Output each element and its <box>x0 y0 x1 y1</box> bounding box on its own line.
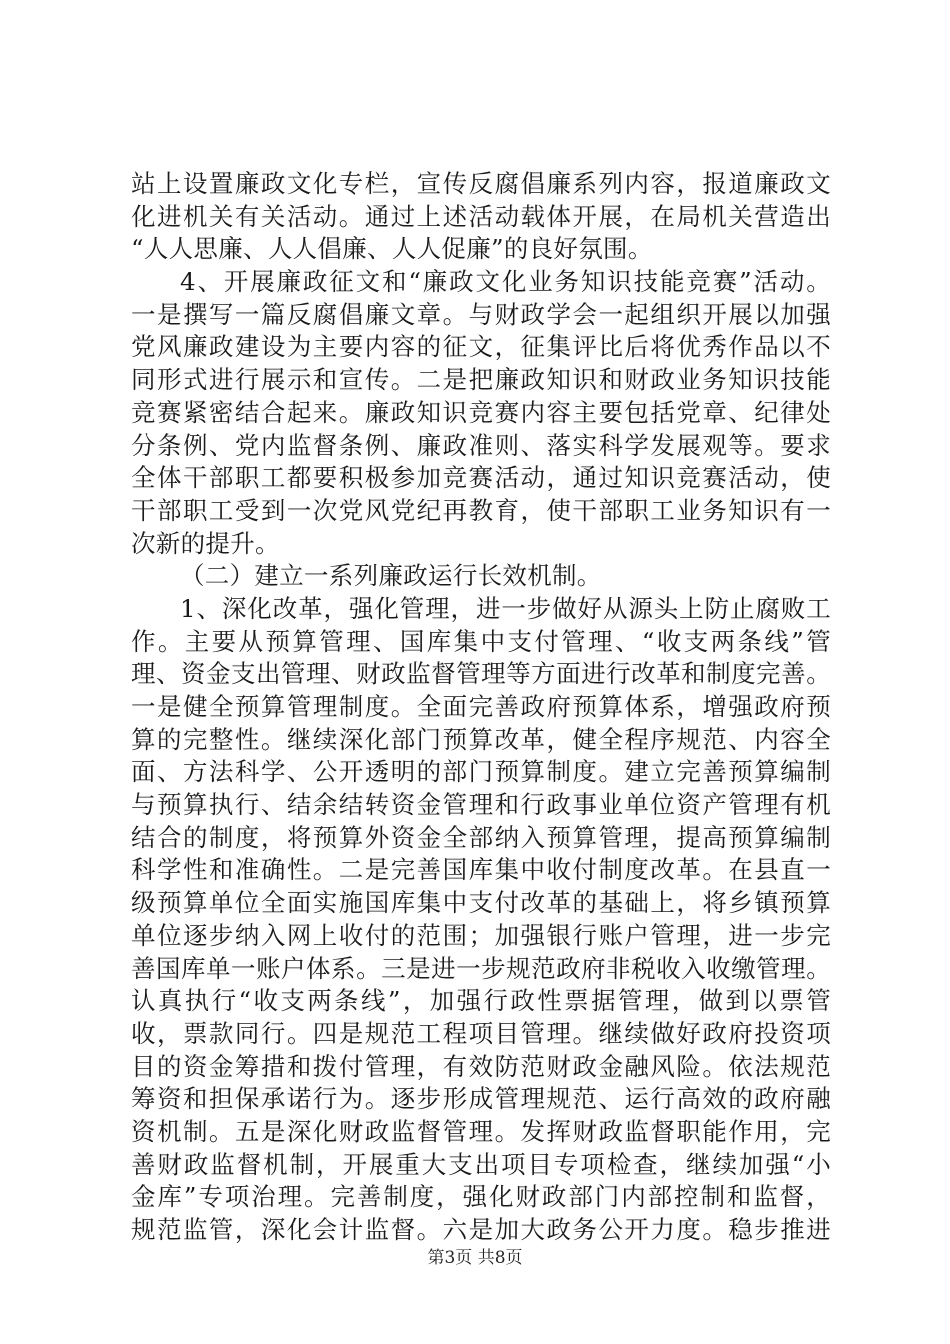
text-line: 筹资和担保承诺行为。逐步形成管理规范、运行高效的政府融 <box>131 1084 831 1114</box>
text-line: 与预算执行、结余结转资金管理和行政事业单位资产管理有机 <box>131 790 831 820</box>
text-line: 分条例、党内监督条例、廉政准则、落实科学发展观等。要求 <box>131 430 831 460</box>
text-line: 面、方法科学、公开透明的部门预算制度。建立完善预算编制 <box>131 757 831 787</box>
text-line: 算的完整性。继续深化部门预算改革，健全程序规范、内容全 <box>131 724 831 754</box>
text-line: 单位逐步纳入网上收付的范围；加强银行账户管理，进一步完 <box>131 920 831 950</box>
text-line: 4、开展廉政征文和“廉政文化业务知识技能竞赛”活动。 <box>180 267 831 297</box>
text-line: 1、深化改革，强化管理，进一步做好从源头上防止腐败工 <box>180 593 831 623</box>
text-line: 目的资金筹措和拨付管理，有效防范财政金融风险。依法规范 <box>131 1051 831 1081</box>
document-body <box>131 168 831 1247</box>
text-line: 站上设置廉政文化专栏，宣传反腐倡廉系列内容，报道廉政文 <box>131 169 831 198</box>
page-footer: 第3页 共8页 <box>427 1248 523 1268</box>
text-line: 善财政监督机制，开展重大支出项目专项检查，继续加强“小 <box>131 1149 831 1179</box>
text-line: 党风廉政建设为主要内容的征文，征集评比后将优秀作品以不 <box>131 332 831 362</box>
text-line: 收，票款同行。四是规范工程项目管理。继续做好政府投资项 <box>131 1018 831 1048</box>
text-line: 次新的提升。 <box>131 528 280 558</box>
text-line: 理、资金支出管理、财政监督管理等方面进行改革和制度完善。 <box>131 659 831 689</box>
text-line: “人人思廉、人人倡廉、人人促廉”的良好氛围。 <box>131 234 653 264</box>
text-line: 竞赛紧密结合起来。廉政知识竞赛内容主要包括党章、纪律处 <box>131 397 831 427</box>
text-line: 认真执行“收支两条线”，加强行政性票据管理，做到以票管 <box>131 986 831 1016</box>
text-line: 级预算单位全面实施国库集中支付改革的基础上，将乡镇预算 <box>131 888 831 918</box>
text-line: 结合的制度，将预算外资金全部纳入预算管理，提高预算编制 <box>131 822 831 852</box>
text-line: 资机制。五是深化财政监督管理。发挥财政监督职能作用，完 <box>131 1116 831 1146</box>
text-line: 善国库单一账户体系。三是进一步规范政府非税收入收缴管理。 <box>131 953 831 983</box>
text-line: 同形式进行展示和宣传。二是把廉政知识和财政业务知识技能 <box>131 365 831 395</box>
text-line: 全体干部职工都要积极参加竞赛活动，通过知识竞赛活动，使 <box>131 463 831 493</box>
text-line: 规范监管，深化会计监督。六是加大政务公开力度。稳步推进 <box>131 1215 831 1244</box>
text-line: 作。主要从预算管理、国库集中支付管理、“收支两条线”管 <box>131 626 831 656</box>
text-line: 一是撰写一篇反腐倡廉文章。与财政学会一起组织开展以加强 <box>131 299 831 329</box>
text-line: 干部职工受到一次党风党纪再教育，使干部职工业务知识有一 <box>131 495 831 525</box>
text-line: 金库”专项治理。完善制度，强化财政部门内部控制和监督， <box>131 1182 831 1212</box>
text-line: 科学性和准确性。二是完善国库集中收付制度改革。在县直一 <box>131 855 831 885</box>
text-line: 化进机关有关活动。通过上述活动载体开展，在局机关营造出 <box>131 201 831 231</box>
text-line: （二）建立一系列廉政运行长效机制。 <box>180 561 602 591</box>
text-line: 一是健全预算管理制度。全面完善政府预算体系，增强政府预 <box>131 692 831 721</box>
